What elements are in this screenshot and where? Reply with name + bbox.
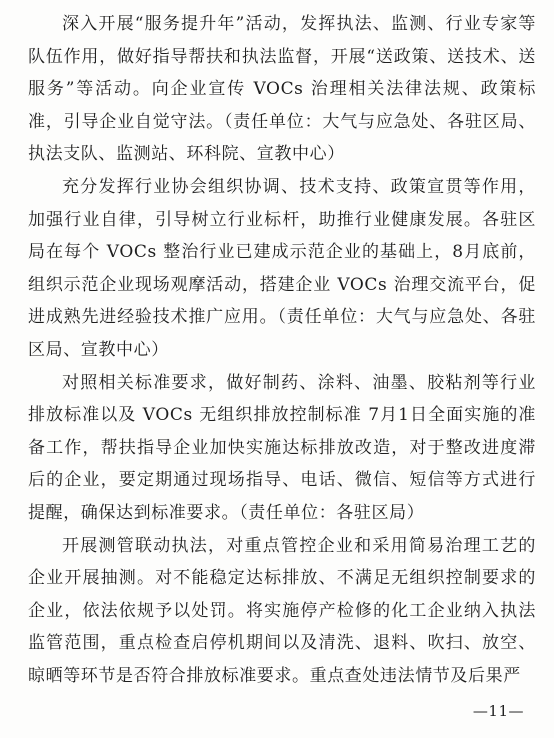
paragraph-service-improvement: 深入开展“服务提升年”活动，发挥执法、监测、行业专家等队伍作用，做好指导帮扶和执法监督，开展“送政策、送技术、送服务”等活动。向企业宣传 VOCs 治理相关法律法规、政策标准，引导企业自觉守法。（责任单位：大气与应急处、各驻区局、执法支队、监测站、环科院、宣教中心） bbox=[28, 14, 536, 165]
document-body bbox=[28, 8, 536, 692]
paragraph-emission-standards: 对照相关标准要求，做好制药、涂料、油墨、胶粘剂等行业排放标准以及 VOCs 无组织排放控制标准 7月1日全面实施的准备工作，帮扶指导企业加快实施达标排放改造，对于整改进度滞后的企业，要定期通过现场指导、电话、微信、短信等方式进行提醒，确保达到标准要求。（责任单位：各驻区局） bbox=[28, 372, 536, 523]
paragraph-enforcement: 开展测管联动执法，对重点管控企业和采用简易治理工艺的企业开展抽测。对不能稳定达标排放、不满足无组织控制要求的企业，依法依规予以处罚。将实施停产检修的化工企业纳入执法监管范围，重点检查启停机期间以及清洗、退料、吹扫、放空、晾晒等环节是否符合排放标准要求。重点查处违法情节及后果严 bbox=[28, 535, 536, 686]
paragraph-industry-association: 充分发挥行业协会组织协调、技术支持、政策宣贯等作用，加强行业自律，引导树立行业标杆，助推行业健康发展。各驻区局在每个 VOCs 整治行业已建成示范企业的基础上，8月底前，组织示范企业现场观摩活动，搭建企业 VOCs 治理交流平台，促进成熟先进经验技术推广应用。（责任单位：大气与应急处、各驻区局、宣教中心） bbox=[28, 176, 536, 360]
page-number: —11— bbox=[472, 702, 524, 720]
